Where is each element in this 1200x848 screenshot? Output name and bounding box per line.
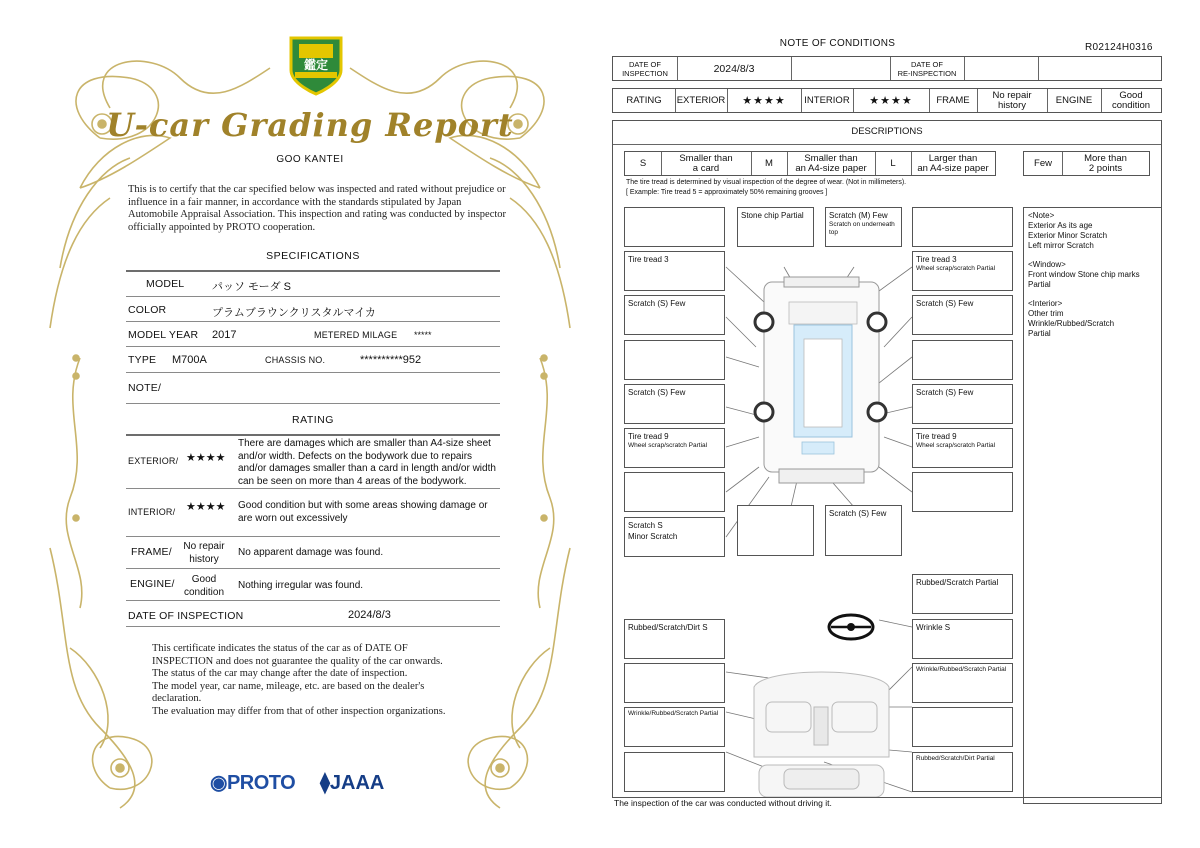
engine-description: Nothing irregular was found. [238, 580, 364, 591]
window-line: Partial [1028, 280, 1051, 289]
comment-box-interior-front [624, 619, 725, 659]
comment-text: Stone chip Partial [741, 211, 804, 220]
divider [126, 536, 500, 537]
date-of-inspection-label: DATE OF INSPECTION [128, 610, 244, 622]
legend-l-line-2: an A4-size paper [917, 162, 989, 174]
legend-s-line-2: a card [692, 162, 720, 174]
comment-box-empty [912, 340, 1013, 380]
comment-text: Wrinkle/Rubbed/Scratch Partial [628, 710, 719, 717]
interior-description: Good condition but with some areas showing damage or are worn out excessively [238, 500, 488, 524]
footer-line: declaration. [152, 693, 202, 704]
comment-box-stone-chip [737, 207, 814, 247]
legend-m: M [765, 157, 773, 169]
comment-text: Scratch (S) Few [628, 299, 686, 308]
divider [126, 568, 500, 569]
legend-m-line-1: Smaller than [804, 152, 858, 164]
rating-row [612, 88, 1162, 113]
jaaa-logo [320, 770, 384, 795]
comment-text: Wrinkle/Rubbed/Scratch Partial [916, 666, 1007, 673]
window-heading: <Window> [1028, 260, 1066, 269]
comment-box-empty [737, 505, 814, 556]
divider [126, 434, 500, 436]
exterior-header: EXTERIOR [676, 94, 726, 106]
comment-box-scratch-rear [825, 505, 902, 556]
engine-header: ENGINE [1055, 94, 1093, 106]
divider [126, 296, 500, 297]
note-label: NOTE/ [128, 382, 162, 394]
divider [126, 346, 500, 347]
comment-text: Scratch (S) Few [916, 299, 974, 308]
doi-line-1: DATE OF [629, 59, 661, 69]
legend-few-line-2: 2 points [1088, 162, 1123, 174]
comment-text: Wrinkle S [916, 623, 951, 632]
date-of-inspection-value: 2024/8/3 [713, 62, 755, 75]
cell-divider [791, 57, 792, 80]
frame-value-line-2: history [998, 99, 1026, 111]
color-value: プラムブラウンクリスタルマイカ [212, 307, 376, 319]
comment-box-scratch-front-left [624, 295, 725, 335]
note-heading: <Note> [1028, 211, 1055, 220]
divider [126, 600, 500, 601]
noc-title: NOTE OF CONDITIONS [779, 38, 896, 49]
chassis-value: **********952 [360, 354, 422, 366]
comment-box-scratch-m [825, 207, 902, 247]
comment-box-scratch-front-right [912, 295, 1013, 335]
comment-text: Rubbed/Scratch/Dirt Partial [916, 755, 995, 762]
engine-value-line-2: condition [1111, 99, 1151, 111]
inspection-disclaimer: The inspection of the car was conducted without driving it. [614, 798, 832, 808]
comment-box-scratch-rear-left [624, 517, 725, 557]
cell-divider [964, 57, 965, 80]
logo-row [210, 770, 440, 800]
comment-text: Scratch (S) Few [628, 388, 686, 397]
comment-text: Rubbed/Scratch Partial [916, 578, 999, 587]
frame-value-line-2: history [189, 553, 219, 565]
frame-description: No apparent damage was found. [238, 547, 384, 558]
comment-box-tire-front-right [912, 251, 1013, 291]
date-of-inspection-value: 2024/8/3 [348, 609, 391, 621]
comment-text: Tire tread 9 [916, 432, 957, 441]
comment-text: Scratch (M) Few [829, 211, 888, 220]
comment-box-interior-right [912, 619, 1013, 659]
steering-wheel-icon [829, 615, 873, 639]
interior-line: Wrinkle/Rubbed/Scratch [1028, 319, 1115, 328]
comment-box-empty [624, 663, 725, 703]
jaaa-logo-text: JAAA [329, 772, 385, 794]
engine-value [174, 574, 234, 599]
comment-box-scratch-side-right [912, 384, 1013, 424]
comment-box-tire-rear-right [912, 428, 1013, 468]
interior-line: Other trim [1028, 309, 1064, 318]
interior-heading: <Interior> [1028, 299, 1063, 308]
divider [126, 626, 500, 627]
comment-box-empty [624, 340, 725, 380]
comment-box-empty [624, 472, 725, 512]
engine-value-line-1: Good [191, 574, 217, 585]
comment-text: Scratch S [628, 521, 663, 530]
date-of-reinspection-header [890, 57, 964, 80]
divider [126, 403, 500, 404]
divider [126, 488, 500, 489]
footer-line: The evaluation may differ from that of other inspection organizations. [152, 705, 446, 717]
interior-line: Partial [1028, 329, 1051, 338]
divider [126, 270, 500, 272]
footer-line: INSPECTION and does not guarantee the quality of the car onwards. [152, 655, 443, 667]
engine-value-line-2: condition [183, 586, 225, 598]
tire-tread-note: The tire tread is determined by visual inspection of the degree of wear. (Not in millimeters). [626, 179, 907, 186]
comment-box-tire-rear-left [624, 428, 725, 468]
descriptions-heading: DESCRIPTIONS [851, 126, 923, 137]
tire-tread-example: [ Example: Tire tread 5 = approximately 50% remaining grooves ] [626, 189, 828, 196]
interior-label: INTERIOR/ [128, 507, 176, 517]
badge-label: 鑑定 [303, 58, 328, 72]
comment-box-empty [912, 472, 1013, 512]
cell-divider [1038, 57, 1039, 80]
footer-line: The model year, car name, mileage, etc. are based on the dealer's [152, 680, 425, 692]
divider [126, 321, 500, 322]
comment-subtext: Scratch on underneath top [829, 221, 895, 236]
exterior-stars: ★★★★ [742, 94, 786, 107]
frame-value [977, 89, 1047, 112]
report-title: U-car Grading Report [106, 106, 514, 144]
reference-code: R02124H0316 [1085, 42, 1153, 53]
legend-s-line-1: Smaller than [679, 152, 733, 164]
jaaa-mark-icon: ⧫ [320, 772, 330, 794]
engine-label: ENGINE/ [130, 578, 175, 590]
comment-subtext: Wheel scrap/scratch Partial [916, 265, 996, 272]
model-value: パッソ モーダ S [212, 281, 292, 293]
comment-box-empty [624, 752, 725, 792]
legend-l-desc [911, 152, 995, 175]
comment-box-empty [624, 207, 725, 247]
interior-header: INTERIOR [804, 94, 850, 106]
exterior-description: There are damages which are smaller than A4-size sheet and/or width. Defects on the bodywork due to repairs and/or damages smaller than a card in length and/or width can be seen on more than 4 areas of the bodywork. [238, 438, 496, 487]
date-row [612, 56, 1162, 81]
engine-value [1101, 89, 1161, 112]
comment-text: Tire tread 3 [628, 255, 669, 264]
frame-value-line-1: No repair [183, 541, 225, 552]
comment-box-interior-rear [912, 752, 1013, 792]
model-label: MODEL [146, 278, 185, 290]
certification-statement: This is to certify that the car specified below was inspected and rated without prejudice or influence in a fair manner, in accordance with the standards stipulated by Japan Automobile Appraisal Association. This inspection and rating was conducted by inspector officially appointed by PROTO cooperation. [128, 184, 507, 233]
specifications-heading: SPECIFICATIONS [266, 250, 360, 262]
proto-logo-text: PROTO [226, 772, 296, 794]
dor-line-1: DATE OF [911, 59, 943, 69]
rating-header: RATING [626, 94, 662, 106]
color-label: COLOR [128, 304, 167, 316]
comment-text: Tire tread 9 [628, 432, 669, 441]
model-year-value: 2017 [212, 329, 237, 341]
proto-logo [210, 770, 295, 795]
comment-box-empty [912, 707, 1013, 747]
comment-text: Rubbed/Scratch/Dirt S [628, 623, 708, 632]
legend-s-desc [661, 152, 751, 175]
comment-text: Tire tread 3 [916, 255, 957, 264]
rating-heading: RATING [292, 414, 334, 426]
comment-box-interior-seat-right [912, 663, 1013, 703]
frame-value-line-1: No repair [992, 89, 1032, 101]
metered-mileage-value: ***** [414, 330, 432, 340]
comment-box-empty [912, 207, 1013, 247]
interior-stars: ★★★★ [869, 94, 913, 107]
comment-text-2: Minor Scratch [628, 532, 678, 541]
comment-subtext: Wheel scrap/scratch Partial [628, 442, 708, 449]
divider [126, 372, 500, 373]
frame-value [174, 541, 234, 566]
comment-box-scratch-side-left [624, 384, 725, 424]
proto-mark-icon: ◉ [210, 772, 227, 794]
comment-subtext: Wheel scrap/scratch Partial [916, 442, 996, 449]
legend-few: Few [1034, 157, 1052, 169]
report-subtitle: GOO KANTEI [276, 154, 344, 165]
legend-s: S [639, 157, 647, 169]
legend-l-line-1: Larger than [928, 152, 978, 164]
date-of-inspection-header [613, 57, 677, 80]
note-line: Exterior As its age [1028, 221, 1093, 230]
note-of-conditions [610, 34, 1165, 814]
engine-value-line-1: Good [1119, 89, 1143, 101]
legend-few-line-1: More than [1084, 152, 1127, 164]
dor-line-2: RE-INSPECTION [897, 68, 957, 78]
doi-line-2: INSPECTION [622, 68, 668, 78]
few-legend [1023, 151, 1150, 176]
exterior-stars: ★★★★ [186, 452, 226, 464]
frame-label: FRAME/ [131, 546, 172, 558]
frame-header: FRAME [936, 94, 970, 106]
type-label: TYPE [128, 354, 157, 366]
grading-certificate [40, 28, 580, 818]
comment-text: Scratch (S) Few [829, 509, 887, 518]
note-line: Exterior Minor Scratch [1028, 231, 1108, 240]
note-line: Left mirror Scratch [1028, 241, 1094, 250]
model-year-label: MODEL YEAR [128, 329, 199, 341]
exterior-label: EXTERIOR/ [128, 456, 179, 466]
size-legend [624, 151, 996, 176]
certificate-footer-note [152, 643, 512, 718]
interior-stars: ★★★★ [186, 501, 226, 513]
footer-line: The status of the car may change after the date of inspection. [152, 668, 408, 679]
divider [613, 144, 1161, 145]
comment-box-steering [912, 574, 1013, 614]
footer-line: This certificate indicates the status of the car as of DATE OF [152, 643, 408, 654]
legend-few-desc [1062, 152, 1149, 175]
notes-panel [1023, 207, 1162, 804]
comment-box-tire-front-left [624, 251, 725, 291]
metered-mileage-label: METERED MILAGE [314, 330, 398, 340]
goo-kantei-badge [287, 32, 345, 96]
legend-m-line-2: an A4-size paper [795, 162, 867, 174]
type-value: M700A [172, 354, 207, 366]
legend-m-desc [787, 152, 875, 175]
comment-box-interior-seat-left [624, 707, 725, 747]
window-line: Front window Stone chip marks [1028, 270, 1140, 279]
chassis-label: CHASSIS NO. [265, 355, 326, 365]
comment-text: Scratch (S) Few [916, 388, 974, 397]
legend-l: L [890, 157, 896, 169]
